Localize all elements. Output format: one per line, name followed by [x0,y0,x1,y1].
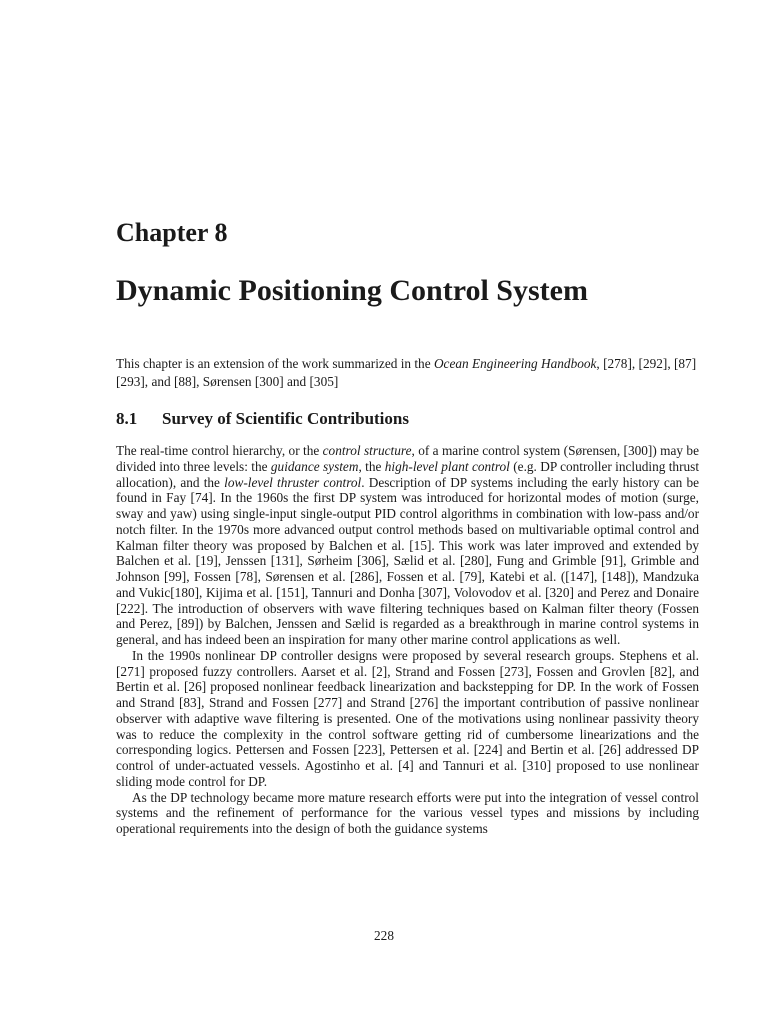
paragraph: In the 1990s nonlinear DP controller designs were proposed by several research groups. Stephens et al. [271] proposed fuzzy controllers. Aarset et al. [2], Strand and Fossen [273], Fossen and Grovlen [82], and Bertin et al. [26] proposed nonlinear feedback linearization and backstepping for DP. In the work of Fossen and Strand [83], Strand and Fossen [277] and Strand [276] the important contribution of passive nonlinear observer with adaptive wave filtering is presented. One of the motivations using nonlinear passivity theory was to reduce the complexity in the control software getting rid of cumbersome linearizations and the corresponding logics. Pettersen and Fossen [223], Pettersen et al. [224] and Bertin et al. [26] addressed DP control of under-actuated vessels. Agostinho et al. [4] and Tannuri et al. [310] proposed to use nonlinear sliding mode control for DP. [116,647,699,789]
page-number: 228 [374,928,394,943]
chapter-title: Dynamic Positioning Control System [116,274,588,307]
chapter-intro [116,355,699,390]
emphasis-text: guidance system [270,458,359,474]
section-title: Survey of Scientific Contributions [162,409,409,428]
paragraph [116,443,699,648]
paragraph-text: , of a marine control system (Sørensen, [300]) may be divided into three levels: the [116,443,699,474]
section-body [116,443,699,837]
emphasis-text: low-level thruster control [224,474,362,490]
intro-text: This chapter is an extension of the work summarized in the [116,356,434,371]
section-heading [116,409,409,429]
intro-book-title: Ocean Engineering Handbook [433,356,597,371]
intro-text: , [278], [292], [87] [293], and [88], Sørensen [300] and [305] [116,356,697,389]
paragraph-text: , the [358,458,385,474]
section-number: 8.1 [116,409,138,428]
emphasis-text: control structure [322,443,412,458]
paragraph-text: . Description of DP systems including the early history can be found in Fay [74]. In the 1960s the first DP system was introduced for horizontal modes of motion (surge, sway and yaw) using single-input single-output PID control algorithms in combination with low-pass and/or notch filter. In the 1970s more advanced output control methods based on multivariable optimal control and Kalman filter theory was proposed by Balchen et al. [15]. This work was later improved and extended by Balchen et al. [19], Jenssen [131], Sørheim [306], Sælid et al. [280], Fung and Grimble [91], Grimble and Johnson [99], Fossen [78], Sørensen et al. [286], Fossen et al. [79], Katebi et al. ([147], [148]), Mandzuka and Vukic[180], Kijima et al. [151], Tannuri and Donha [307], Volovodov et al. [320] and Perez and Donaire [222]. The introduction of observers with wave filtering techniques based on Kalman filter theory (Fossen and Perez, [89]) by Balchen, Jenssen and Sælid is regarded as a breakthrough in marine control systems in general, and has indeed been an inspiration for many other marine control applications as well. [116,474,699,647]
paragraph: As the DP technology became more mature research efforts were put into the integration of vessel control systems and the refinement of performance for the various vessel types and missions by including operational requirements into the design of both the guidance systems [116,789,699,836]
paragraph-text: (e.g. DP controller including thrust allocation), and the [116,458,700,490]
emphasis-text: high-level plant control [384,458,510,474]
paragraph-text: The real-time control hierarchy, or the [116,443,323,458]
chapter-label: Chapter 8 [116,218,228,247]
